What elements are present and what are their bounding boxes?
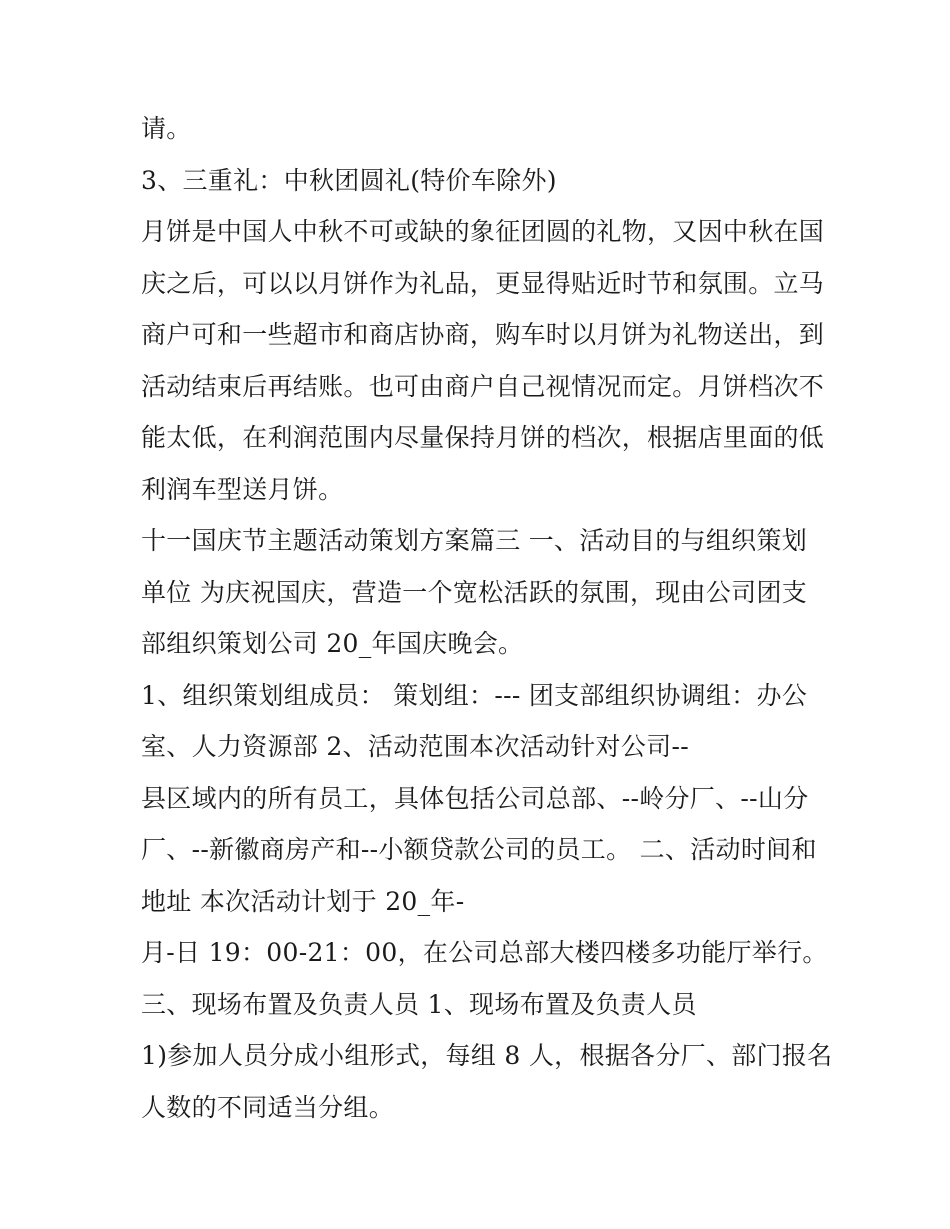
text-line: 地址 本次活动计划于 20_年- xyxy=(141,886,465,916)
text-line: 人数的不同适当分组。 xyxy=(141,1092,395,1122)
text-line: 商户可和一些超市和商店协商，购车时以月饼为礼物送出，到 xyxy=(141,320,825,349)
text-line: 室、人力资源部 2、活动范围本次活动针对公司-- xyxy=(141,732,689,761)
text-line: 请。 xyxy=(141,114,192,143)
text-line: 三、现场布置及负责人员 1、现场布置及负责人员 xyxy=(141,989,697,1019)
text-line: 利润车型送月饼。 xyxy=(141,474,344,504)
text-line: 庆之后，可以以月饼作为礼品，更显得贴近时节和氛围。立马 xyxy=(141,268,825,298)
text-line: 3、三重礼：中秋团圆礼(特价车除外) xyxy=(141,165,557,195)
text-line: 厂、--新徽商房产和--小额贷款公司的员工。 二、活动时间和 xyxy=(141,835,817,864)
text-line: 县区域内的所有员工，具体包括公司总部、--岭分厂、--山分 xyxy=(141,783,809,813)
text-line: 月饼是中国人中秋不可或缺的象征团圆的礼物，又因中秋在国 xyxy=(141,217,825,246)
text-line: 单位 为庆祝国庆，营造一个宽松活跃的氛围，现由公司团支 xyxy=(141,577,808,607)
text-line: 月-日 19：00-21：00，在公司总部大楼四楼多功能厅举行。 xyxy=(141,938,828,967)
text-line: 十一国庆节主题活动策划方案篇三 一、活动目的与组织策划 xyxy=(141,526,808,555)
text-line: 部组织策划公司 20_年国庆晚会。 xyxy=(141,629,524,658)
text-line: 1、组织策划组成员： 策划组：--- 团支部组织协调组：办公 xyxy=(141,680,808,710)
text-line: 活动结束后再结账。也可由商户自己视情况而定。月饼档次不 xyxy=(141,371,825,401)
text-line: 1)参加人员分成小组形式，每组 8 人，根据各分厂、部门报名 xyxy=(141,1041,833,1070)
document-body xyxy=(141,103,833,1133)
text-line: 能太低，在利润范围内尽量保持月饼的档次，根据店里面的低 xyxy=(141,423,825,452)
